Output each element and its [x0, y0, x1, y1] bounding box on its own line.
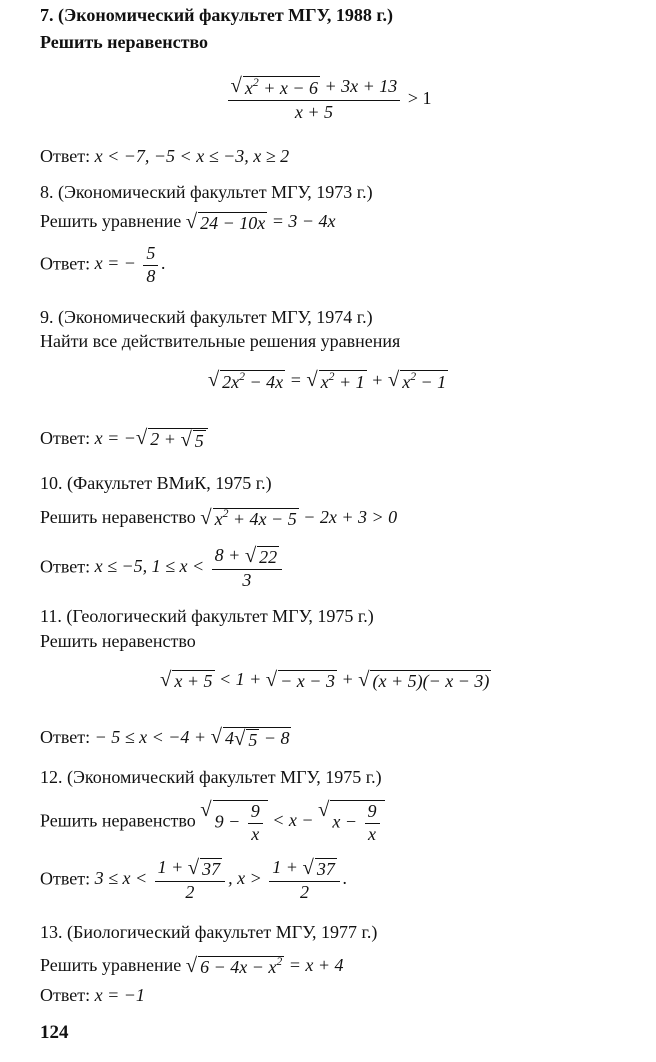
problem-12-answer	[40, 858, 347, 903]
problem-7-header: 7. (Экономический факультет МГУ, 1988 г.)	[40, 5, 394, 25]
problem-12-task: Решить неравенство	[40, 810, 196, 831]
problem-13-task: Решить уравнение	[40, 955, 182, 976]
problem-9-formula: √ $2x^2 - 4x$ = √ $x^2 + 1$ + √ $x^2 - 1$	[207, 369, 447, 393]
problem-12-header: 12. (Экономический факультет МГУ, 1975 г.)	[40, 767, 382, 787]
problem-10-task: Решить неравенство	[40, 507, 196, 528]
problem-7-formula: √ $x^2 + x - 6$ + 3x + 13 x + 5 > 1	[0, 76, 656, 123]
answer-label: Ответ:	[40, 727, 91, 748]
problem-7-task: Решить неравенство	[40, 32, 209, 52]
answer-value: x < −7, −5 < x ≤ −3, x ≥ 2	[94, 146, 290, 166]
problem-10-formula: √ $x^2 + 4x - 5$ − 2x + 3 > 0	[200, 506, 398, 529]
answer-label: Ответ:	[40, 868, 91, 889]
page-number: 124	[40, 1022, 69, 1043]
problem-9-task: Найти все действительные решения уравнения	[40, 331, 401, 351]
problem-11-answer	[40, 727, 291, 751]
answer-label: Ответ:	[40, 428, 91, 449]
problem-7-answer	[40, 147, 289, 167]
problem-13-formula: √ $6 - 4x - x^2$ = x + 4	[185, 954, 344, 977]
problem-11-task: Решить неравенство	[40, 631, 196, 651]
answer-label: Ответ:	[40, 146, 91, 166]
answer-label: Ответ:	[40, 253, 91, 274]
problem-8-answer	[40, 244, 166, 287]
problem-10-header: 10. (Факультет ВМиК, 1975 г.)	[40, 473, 272, 493]
answer-value: 3 ≤ x < 1 + √ 37 2 , x > 1 + √ 37 2 .	[94, 857, 348, 902]
problem-9-header: 9. (Экономический факультет МГУ, 1974 г.)	[40, 307, 373, 327]
problem-13-answer	[40, 986, 145, 1006]
problem-13-task-line	[40, 956, 343, 978]
problem-9-answer	[40, 428, 208, 452]
problem-11-formula: √ x + 5 < 1 + √ − x − 3 + √ (x + 5)(− x − 3)	[160, 669, 490, 691]
problem-8-task: Решить уравнение	[40, 211, 182, 232]
problem-8-header: 8. (Экономический факультет МГУ, 1973 г.)	[40, 182, 373, 202]
answer-value: x = −1	[94, 985, 145, 1005]
answer-value: x = − $\frac{5}{8}$ .	[94, 243, 166, 286]
problem-11-header: 11. (Геологический факультет МГУ, 1975 г.)	[40, 606, 374, 626]
answer-label: Ответ:	[40, 556, 91, 577]
problem-8-task-line	[40, 212, 336, 234]
problem-10-task-line	[40, 508, 397, 530]
problem-10-answer	[40, 546, 285, 591]
answer-label: Ответ:	[40, 985, 91, 1005]
answer-value: − 5 ≤ x < −4 + √ 4 √ 5 − 8	[94, 726, 290, 750]
answer-value: x ≤ −5, 1 ≤ x < 8 + √ 22 3	[95, 556, 286, 576]
problem-12-task-line	[40, 800, 385, 845]
answer-value: x = − √ 2 + √ 5	[95, 428, 208, 448]
problem-12-formula: √ 9 − $\frac{9}{x}$ < x − √ x − $\frac{9}{x}$	[200, 810, 384, 830]
problem-8-formula: √ 24 − 10x = 3 − 4x	[185, 211, 336, 233]
problem-13-header: 13. (Биологический факультет МГУ, 1977 г.)	[40, 922, 378, 942]
